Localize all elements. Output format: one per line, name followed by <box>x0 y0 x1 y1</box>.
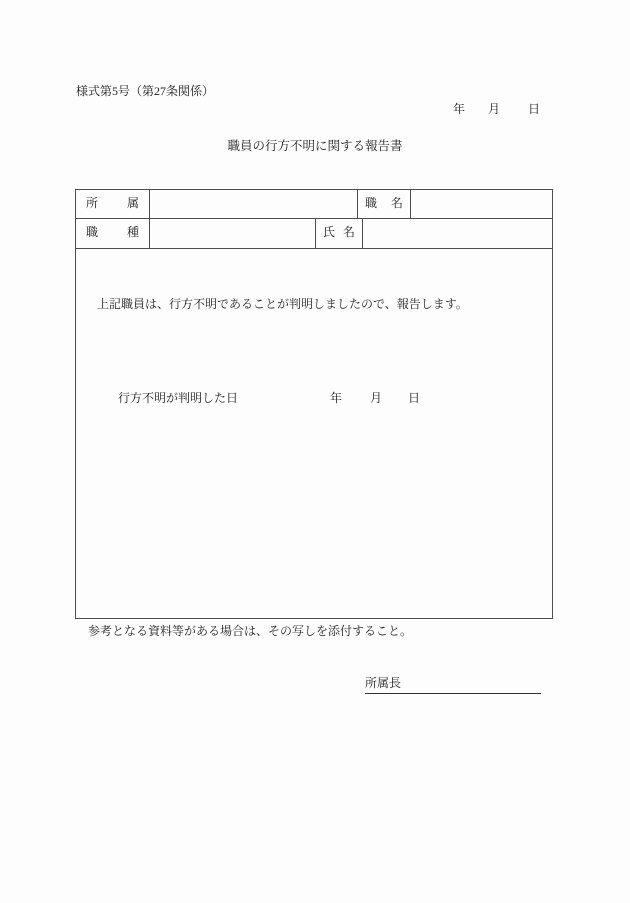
header-date-day-label: 日 <box>528 102 541 116</box>
found-date-year-label: 年 <box>330 391 343 405</box>
signer-signature-line <box>365 674 541 694</box>
header-date-year-label: 年 <box>453 102 466 116</box>
found-date-month-label: 月 <box>370 391 383 405</box>
job-title-field <box>411 190 552 218</box>
attachment-note: 参考となる資料等がある場合は、その写しを添付すること。 <box>88 624 413 638</box>
found-date-day-label: 日 <box>408 391 421 405</box>
signer-label: 所属長 <box>365 676 402 690</box>
name-field <box>363 219 552 248</box>
form-table <box>75 189 553 619</box>
affiliation-field <box>150 190 358 218</box>
header-date-month-label: 月 <box>488 102 501 116</box>
job-type-label: 職種 <box>76 219 150 248</box>
table-row-affiliation <box>76 190 552 219</box>
name-label: 氏名 <box>316 219 363 248</box>
found-date-label: 行方不明が判明した日 <box>118 391 239 405</box>
affiliation-label: 所属 <box>76 190 150 218</box>
report-statement: 上記職員は、行方不明であることが判明しましたので、報告します。 <box>97 297 468 311</box>
table-row-name <box>76 219 552 249</box>
job-title-label: 職名 <box>358 190 411 218</box>
page-title: 職員の行方不明に関する報告書 <box>227 139 403 153</box>
form-number: 様式第5号（第27条関係） <box>76 84 215 98</box>
report-body-cell <box>76 249 552 618</box>
job-type-field <box>150 219 316 248</box>
